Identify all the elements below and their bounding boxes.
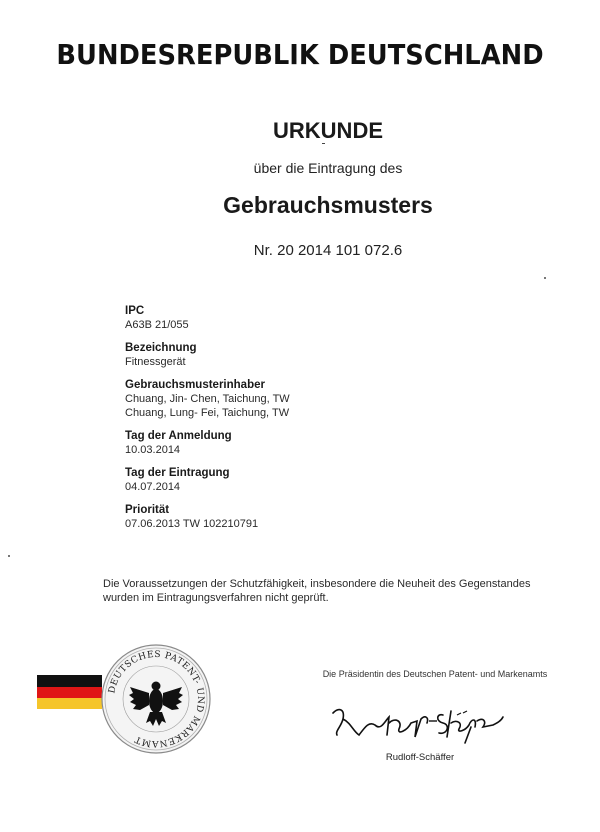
flag-stripe-black xyxy=(37,675,102,687)
field-label: Gebrauchsmusterinhaber xyxy=(125,379,265,391)
document-type: Gebrauchsmusters xyxy=(223,192,433,218)
flag-stripe-red xyxy=(37,687,102,698)
field-value: 10.03.2014 xyxy=(125,444,181,456)
field-ipc xyxy=(125,304,525,332)
scan-speck xyxy=(544,277,546,279)
field-value: Chuang, Jin- Chen, Taichung, TW xyxy=(125,393,290,405)
field-value: 07.06.2013 TW 102210791 xyxy=(125,518,259,530)
flag-stripe-gold xyxy=(37,698,102,709)
field-eintragung xyxy=(125,466,525,494)
field-prioritaet xyxy=(125,503,525,531)
registration-number: Nr. 20 2014 101 072.6 xyxy=(253,242,403,259)
office-seal xyxy=(100,643,212,755)
field-bezeichnung xyxy=(125,341,525,369)
notice-line: wurden im Eintragungsverfahren nicht geprüft. xyxy=(103,592,329,604)
registration-fields xyxy=(125,304,525,540)
decorative-dash xyxy=(322,143,325,144)
scan-speck xyxy=(8,555,10,557)
president-title: Die Präsidentin des Deutschen Patent- und Markenamts xyxy=(322,669,548,679)
field-label: IPC xyxy=(125,305,145,317)
country-heading: BUNDESREPUBLIK DEUTSCHLAND xyxy=(56,38,544,71)
field-value: A63B 21/055 xyxy=(125,319,189,331)
handwritten-signature xyxy=(325,697,505,745)
german-flag xyxy=(37,675,102,709)
field-label: Priorität xyxy=(125,504,170,516)
field-value: Fitnessgerät xyxy=(125,356,186,368)
signer-name: Rudloff-Schäffer xyxy=(385,752,455,763)
examination-notice xyxy=(103,577,563,605)
field-value: Chuang, Lung- Fei, Taichung, TW xyxy=(125,407,290,419)
seal-text: DEUTSCHES PATENT- UND MARKENAMT xyxy=(107,649,206,749)
field-label: Bezeichnung xyxy=(125,342,197,354)
field-label: Tag der Anmeldung xyxy=(125,430,232,442)
certificate-title: URKUNDE xyxy=(273,118,383,143)
certificate-subtitle: über die Eintragung des xyxy=(253,160,403,176)
field-anmeldung xyxy=(125,429,525,457)
field-label: Tag der Eintragung xyxy=(125,467,230,479)
field-inhaber xyxy=(125,378,525,420)
field-value: 04.07.2014 xyxy=(125,481,181,493)
notice-line: Die Voraussetzungen der Schutzfähigkeit, insbesondere die Neuheit des Gegenstandes xyxy=(103,578,531,590)
